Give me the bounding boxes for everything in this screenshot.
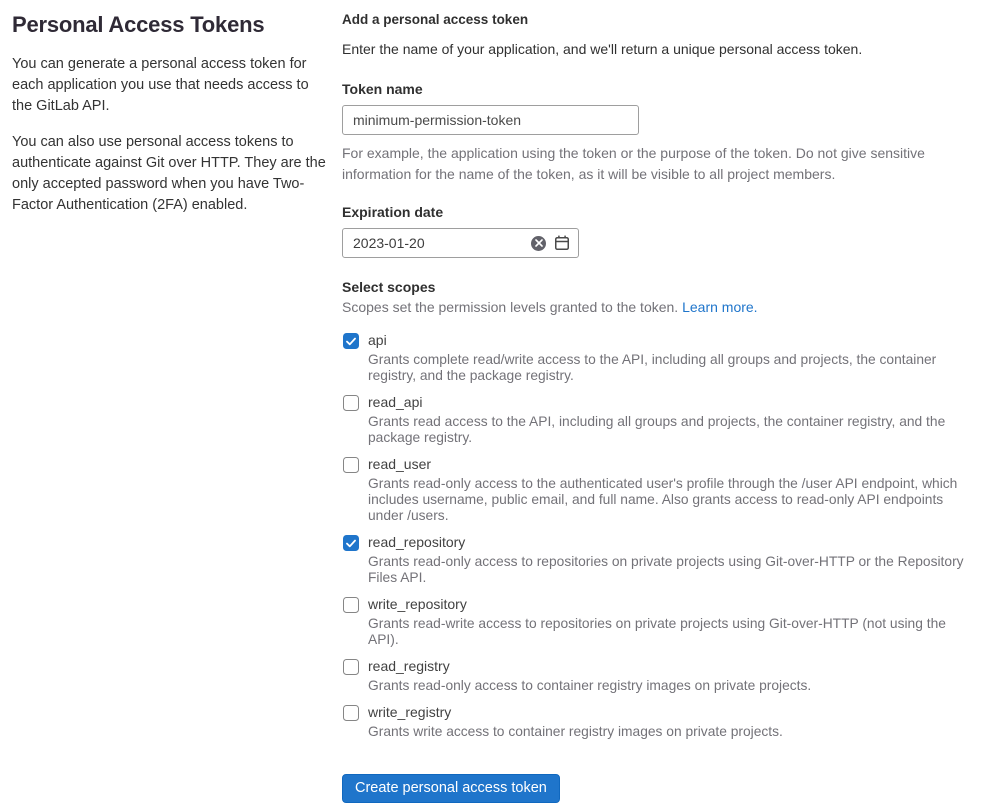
scope-checkbox-write-repository[interactable] [343,597,359,613]
learn-more-link[interactable]: Learn more. [682,299,758,315]
scope-checkbox-read-repository[interactable] [343,535,359,551]
scope-row-write-repository [342,595,966,648]
scope-label-read-api[interactable]: read_api [368,394,423,410]
scope-checkbox-read-registry[interactable] [343,659,359,675]
token-name-help: For example, the application using the token or the purpose of the token. Do not give sensitive information for the name of the token, as it will be visible to all project members. [342,145,925,182]
token-name-group [342,81,966,185]
scope-row-read-api [342,393,966,446]
intro-paragraph-2: You can also use personal access tokens to authenticate against Git over HTTP. They are the only accepted password when you have Two-Factor Authentication (2FA) enabled. [12,134,326,214]
scope-label-read-repository[interactable]: read_repository [368,534,466,550]
scope-row-read-registry [342,657,966,694]
clear-date-icon[interactable] [531,236,546,251]
create-token-button[interactable]: Create personal access token [342,774,560,803]
scope-checkbox-read-api[interactable] [343,395,359,411]
scope-description-api: Grants complete read/write access to the API, including all groups and projects, the container registry, and the package registry. [368,352,937,383]
scope-row-read-repository [342,533,966,586]
form-subheading: Enter the name of your application, and we'll return a unique personal access token. [342,41,863,57]
page-title: Personal Access Tokens [12,12,265,37]
scopes-section [342,279,966,740]
scope-label-read-user[interactable]: read_user [368,456,432,472]
scope-row-api [342,331,966,384]
scopes-help-text: Scopes set the permission levels granted to the token. [342,299,679,315]
calendar-icon[interactable] [554,235,570,251]
scope-checkbox-read-user[interactable] [343,457,359,473]
scopes-help [342,299,966,315]
scope-description-read-registry: Grants read-only access to container registry images on private projects. [368,678,812,693]
expiration-date-field[interactable] [342,228,579,258]
token-name-label: Token name [342,81,423,97]
scope-label-api[interactable]: api [368,332,387,348]
expiration-date-label: Expiration date [342,204,444,220]
intro-paragraph-1: You can generate a personal access token for each application you use that needs access to the GitLab API. [12,56,309,115]
scope-description-write-registry: Grants write access to container registry images on private projects. [368,724,783,739]
scope-label-read-registry[interactable]: read_registry [368,658,450,674]
select-scopes-label: Select scopes [342,279,436,295]
scope-description-read-repository: Grants read-only access to repositories on private projects using Git-over-HTTP or the Repository Files API. [368,554,964,585]
scope-label-write-repository[interactable]: write_repository [368,596,467,612]
scope-row-write-registry [342,703,966,740]
scope-row-read-user [342,455,966,524]
expiration-date-group [342,204,966,258]
form-heading: Add a personal access token [342,12,529,27]
token-name-input[interactable] [342,105,639,135]
scope-description-write-repository: Grants read-write access to repositories on private projects using Git-over-HTTP (not using the API). [368,616,946,647]
scope-description-read-user: Grants read-only access to the authenticated user's profile through the /user API endpoint, which includes username, public email, and full name. Also grants access to read-only API endpoints under /users. [368,476,958,523]
scope-checkbox-write-registry[interactable] [343,705,359,721]
expiration-date-input[interactable] [353,235,531,251]
scope-label-write-registry[interactable]: write_registry [368,704,452,720]
description-column [12,12,330,803]
scope-description-read-api: Grants read access to the API, including all groups and projects, the container registry, and the package registry. [368,414,946,445]
scope-checkbox-api[interactable] [343,333,359,349]
add-token-form [342,12,966,803]
